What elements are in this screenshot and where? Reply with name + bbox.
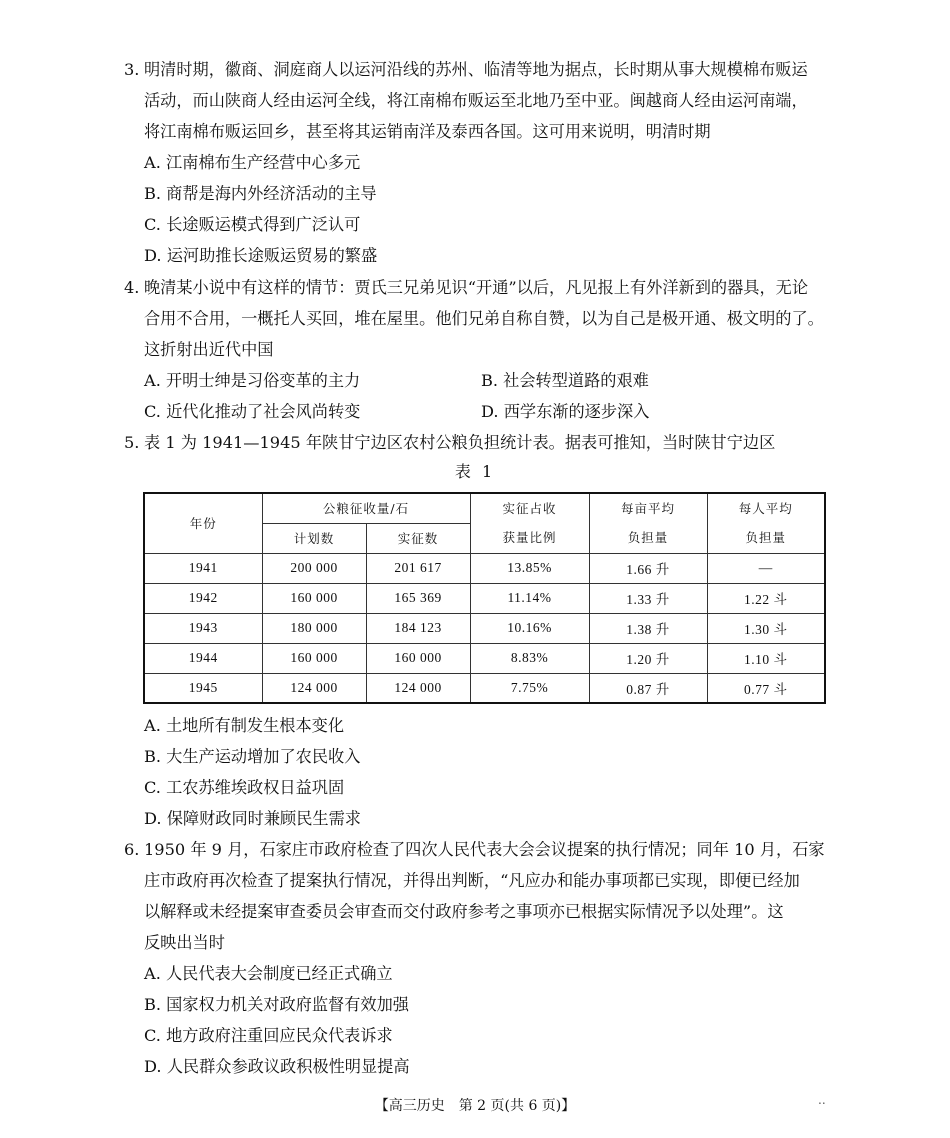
header-per-person-line1: 每人平均 (738, 501, 793, 517)
header-ratio-line2: 获量比例 (502, 530, 557, 546)
question-stem-line: 合用不合用，一概托人买回，堆在屋里。他们兄弟自称自赞，以为自己是极开通、极文明的了。 (144, 309, 824, 328)
header-ratio (470, 493, 589, 553)
header-planned: 计划数 (262, 523, 366, 553)
question-number: 5. (124, 433, 140, 452)
question-stem-line: 反映出当时 (144, 933, 225, 952)
option-a: A. 开明士绅是习俗变革的主力 (144, 371, 361, 390)
option-c: C. 长途贩运模式得到广泛认可 (144, 215, 361, 234)
header-per-person-line2: 负担量 (745, 530, 786, 546)
question-3 (124, 54, 832, 147)
question-stem-line: 活动，而山陕商人经由运河全线，将江南棉布贩运至北地乃至中亚。闽越商人经由运河南端， (144, 91, 808, 110)
option-d: D. 人民群众参政议政积极性明显提高 (144, 1057, 410, 1076)
option-b: B. 商帮是海内外经济活动的主导 (144, 184, 377, 203)
cell-per-person: — (707, 553, 825, 583)
question-number: 3. (124, 60, 140, 79)
question-stem-line: 明清时期，徽商、洞庭商人以运河沿线的苏州、临清等地为据点，长时期从事大规模棉布贩运 (144, 60, 808, 79)
cell-per-mu: 1.33 升 (589, 583, 707, 613)
question-stem-line: 庄市政府再次检查了提案执行情况，并得出判断，“凡应办和能办事项都已实现，即便已经加 (144, 871, 800, 890)
page-footer: 【高三历史 第 2 页(共 6 页)】 (374, 1098, 576, 1114)
table-row (144, 643, 825, 673)
option-a: A. 土地所有制发生根本变化 (144, 716, 345, 735)
cell-per-mu: 1.20 升 (589, 643, 707, 673)
question-stem-line: 将江南棉布贩运回乡，甚至将其运销南洋及泰西各国。这可用来说明，明清时期 (144, 122, 711, 141)
cell-ratio: 13.85% (470, 553, 589, 583)
option-b: B. 国家权力机关对政府监督有效加强 (144, 995, 409, 1014)
cell-planned: 200 000 (262, 553, 366, 583)
cell-planned: 124 000 (262, 673, 366, 703)
question-stem-line: 以解释或未经提案审查委员会审查而交付政府参考之事项亦已根据实际情况予以处理”。这 (144, 902, 784, 921)
table-row (144, 553, 825, 583)
option-c: C. 近代化推动了社会风尚转变 (144, 402, 361, 421)
header-per-mu-line2: 负担量 (627, 530, 669, 546)
footer-mark: .. (818, 1093, 826, 1107)
option-c: C. 工农苏维埃政权日益巩固 (144, 778, 345, 797)
option-c: C. 地方政府注重回应民众代表诉求 (144, 1026, 393, 1045)
cell-per-mu: 1.66 升 (589, 553, 707, 583)
table-row (144, 613, 825, 643)
header-per-mu (589, 493, 707, 553)
question-stem-line: 1950 年 9 月，石家庄市政府检查了四次人民代表大会会议提案的执行情况；同年 10 月，石家 (144, 840, 825, 859)
option-a: A. 人民代表大会制度已经正式确立 (144, 964, 393, 983)
option-d: D. 保障财政同时兼顾民生需求 (144, 809, 361, 828)
cell-actual: 201 617 (366, 553, 470, 583)
cell-year: 1944 (144, 643, 262, 673)
header-per-person (707, 493, 825, 553)
header-year: 年份 (144, 493, 262, 553)
header-ratio-line1: 实征占收 (502, 501, 557, 517)
option-b: B. 大生产运动增加了农民收入 (144, 747, 361, 766)
cell-ratio: 7.75% (470, 673, 589, 703)
option-b: B. 社会转型道路的艰难 (481, 371, 649, 390)
cell-per-mu: 1.38 升 (589, 613, 707, 643)
grain-burden-table (143, 492, 826, 704)
cell-actual: 184 123 (366, 613, 470, 643)
question-stem-line: 这折射出近代中国 (144, 340, 274, 359)
header-per-mu-line1: 每亩平均 (620, 501, 675, 517)
cell-year: 1943 (144, 613, 262, 643)
cell-actual: 165 369 (366, 583, 470, 613)
cell-ratio: 11.14% (470, 583, 589, 613)
cell-ratio: 8.83% (470, 643, 589, 673)
cell-per-mu: 0.87 升 (589, 673, 707, 703)
question-number: 6. (124, 840, 140, 859)
question-6 (124, 834, 832, 958)
question-stem-line: 表 1 为 1941—1945 年陕甘宁边区农村公粮负担统计表。据表可推知，当时陕甘宁边区 (144, 433, 776, 452)
option-a: A. 江南棉布生产经营中心多元 (144, 153, 361, 172)
cell-year: 1941 (144, 553, 262, 583)
cell-ratio: 10.16% (470, 613, 589, 643)
cell-per-person: 1.22 斗 (707, 583, 825, 613)
header-grain: 公粮征收量/石 (262, 493, 470, 523)
cell-per-person: 1.30 斗 (707, 613, 825, 643)
cell-actual: 160 000 (366, 643, 470, 673)
cell-actual: 124 000 (366, 673, 470, 703)
cell-per-person: 0.77 斗 (707, 673, 825, 703)
option-d: D. 西学东渐的逐步深入 (481, 402, 650, 421)
question-4 (124, 272, 832, 365)
cell-planned: 160 000 (262, 583, 366, 613)
header-actual: 实征数 (366, 523, 470, 553)
question-number: 4. (124, 278, 140, 297)
cell-year: 1942 (144, 583, 262, 613)
table-row (144, 583, 825, 613)
cell-year: 1945 (144, 673, 262, 703)
question-5 (124, 427, 832, 458)
option-d: D. 运河助推长途贩运贸易的繁盛 (144, 246, 378, 265)
question-stem-line: 晚清某小说中有这样的情节：贾氏三兄弟见识“开通”以后，凡见报上有外洋新到的器具，无论 (144, 278, 809, 297)
cell-per-person: 1.10 斗 (707, 643, 825, 673)
table-row (144, 673, 825, 703)
table-caption: 表 1 (454, 462, 496, 481)
cell-planned: 160 000 (262, 643, 366, 673)
cell-planned: 180 000 (262, 613, 366, 643)
